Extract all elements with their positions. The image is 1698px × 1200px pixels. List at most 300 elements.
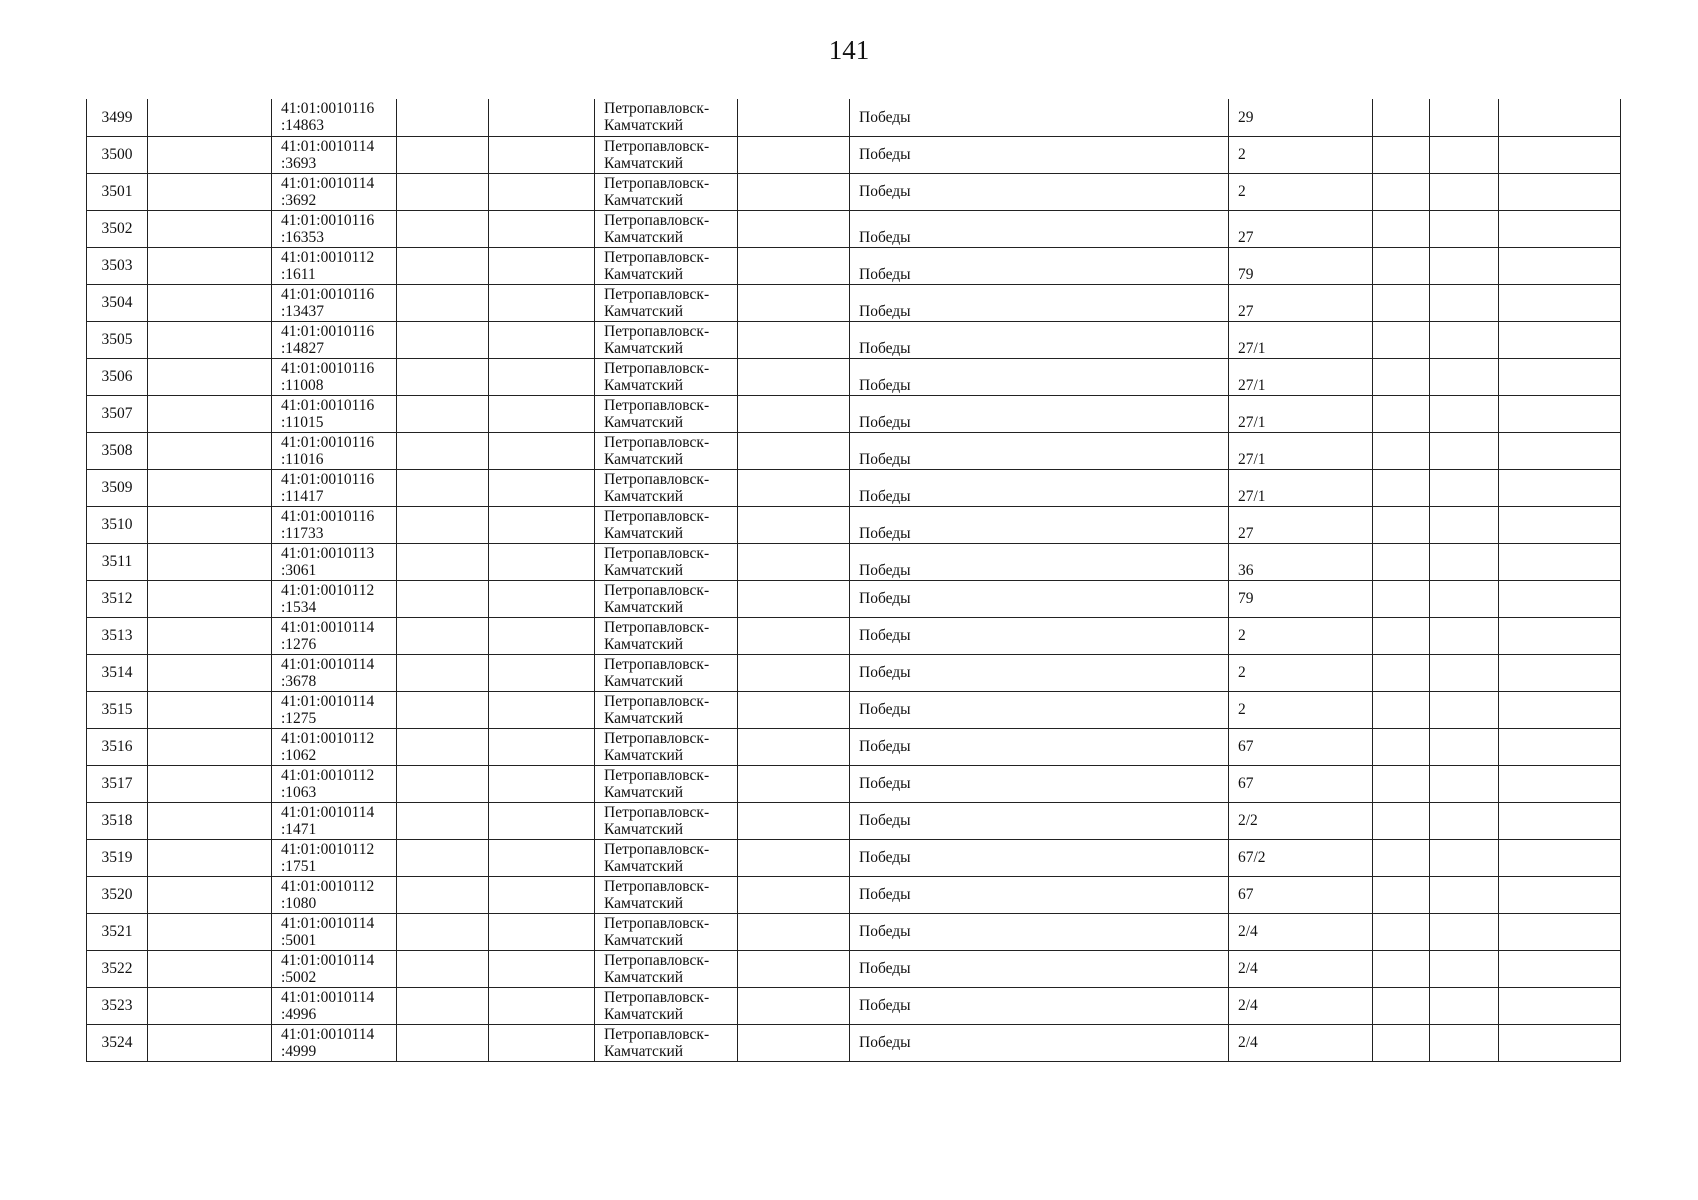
street-name: Победы bbox=[859, 590, 911, 607]
empty-cell bbox=[397, 321, 489, 358]
house-number-cell bbox=[1229, 358, 1373, 395]
empty-cell bbox=[1373, 987, 1430, 1024]
city-line-1: Петропавловск- bbox=[604, 803, 710, 821]
empty-cell bbox=[397, 654, 489, 691]
empty-cell bbox=[1373, 1024, 1430, 1061]
street-name: Победы bbox=[859, 812, 911, 829]
cadastral-number-line-1: 41:01:0010116 bbox=[281, 433, 375, 451]
house-number: 2 bbox=[1238, 701, 1246, 718]
row-number-cell bbox=[87, 247, 148, 284]
city-cell bbox=[595, 802, 738, 839]
empty-cell bbox=[1499, 99, 1621, 136]
empty-cell bbox=[1499, 654, 1621, 691]
empty-cell bbox=[1499, 543, 1621, 580]
empty-cell bbox=[1373, 654, 1430, 691]
row-number-cell bbox=[87, 987, 148, 1024]
empty-cell bbox=[148, 247, 272, 284]
row-number: 3520 bbox=[101, 886, 133, 903]
empty-cell bbox=[1499, 432, 1621, 469]
street-name: Победы bbox=[859, 183, 911, 200]
cadastral-number-line-2: :16353 bbox=[281, 228, 325, 246]
house-number: 2 bbox=[1238, 183, 1246, 200]
empty-cell bbox=[489, 99, 595, 136]
city-cell bbox=[595, 136, 738, 173]
empty-cell bbox=[397, 913, 489, 950]
empty-cell bbox=[1373, 913, 1430, 950]
city-line-1: Петропавловск- bbox=[604, 470, 710, 488]
cadastral-number-line-2: :1062 bbox=[281, 746, 317, 764]
cadastral-number-cell bbox=[272, 802, 397, 839]
cadastral-number-cell bbox=[272, 654, 397, 691]
empty-cell bbox=[397, 1024, 489, 1061]
house-number: 2 bbox=[1238, 627, 1246, 644]
cadastral-number-line-1: 41:01:0010112 bbox=[281, 729, 375, 747]
street-name: Победы bbox=[859, 228, 911, 246]
empty-cell bbox=[148, 469, 272, 506]
table-row bbox=[87, 617, 1621, 654]
empty-cell bbox=[738, 839, 850, 876]
row-number-cell bbox=[87, 469, 148, 506]
empty-cell bbox=[1373, 876, 1430, 913]
row-number-cell bbox=[87, 395, 148, 432]
city-line-2: Камчатский bbox=[604, 672, 684, 690]
cadastral-number-line-1: 41:01:0010114 bbox=[281, 803, 375, 821]
cadastral-number-line-2: :4999 bbox=[281, 1042, 317, 1060]
empty-cell bbox=[397, 691, 489, 728]
row-number-cell bbox=[87, 839, 148, 876]
empty-cell bbox=[148, 432, 272, 469]
empty-cell bbox=[489, 136, 595, 173]
city-line-2: Камчатский bbox=[604, 450, 684, 468]
house-number: 79 bbox=[1238, 265, 1254, 283]
cadastral-number-cell bbox=[272, 284, 397, 321]
empty-cell bbox=[738, 395, 850, 432]
house-number-cell bbox=[1229, 210, 1373, 247]
cadastral-number-line-1: 41:01:0010116 bbox=[281, 359, 375, 377]
table-row bbox=[87, 358, 1621, 395]
empty-cell bbox=[1430, 876, 1499, 913]
street-name: Победы bbox=[859, 265, 911, 283]
empty-cell bbox=[397, 580, 489, 617]
cadastral-number-cell bbox=[272, 395, 397, 432]
empty-cell bbox=[397, 210, 489, 247]
city-cell bbox=[595, 469, 738, 506]
city-line-2: Камчатский bbox=[604, 487, 684, 505]
table-row bbox=[87, 728, 1621, 765]
empty-cell bbox=[1430, 617, 1499, 654]
house-number-cell bbox=[1229, 580, 1373, 617]
cadastral-number-line-2: :3678 bbox=[281, 672, 317, 690]
empty-cell bbox=[397, 839, 489, 876]
city-line-2: Камчатский bbox=[604, 413, 684, 431]
empty-cell bbox=[489, 358, 595, 395]
city-line-1: Петропавловск- bbox=[604, 211, 710, 229]
house-number: 36 bbox=[1238, 561, 1254, 579]
street-cell bbox=[850, 543, 1229, 580]
house-number: 27/1 bbox=[1238, 339, 1266, 357]
empty-cell bbox=[148, 284, 272, 321]
row-number: 3519 bbox=[101, 849, 133, 866]
empty-cell bbox=[397, 358, 489, 395]
house-number: 67 bbox=[1238, 738, 1254, 755]
empty-cell bbox=[148, 839, 272, 876]
empty-cell bbox=[1499, 691, 1621, 728]
street-cell bbox=[850, 765, 1229, 802]
table-row bbox=[87, 876, 1621, 913]
house-number-cell bbox=[1229, 691, 1373, 728]
empty-cell bbox=[148, 543, 272, 580]
street-cell bbox=[850, 839, 1229, 876]
street-name: Победы bbox=[859, 561, 911, 579]
street-cell bbox=[850, 284, 1229, 321]
city-cell bbox=[595, 580, 738, 617]
empty-cell bbox=[1499, 136, 1621, 173]
city-line-1: Петропавловск- bbox=[604, 1025, 710, 1043]
row-number-cell bbox=[87, 358, 148, 395]
cadastral-number-line-2: :11417 bbox=[281, 487, 324, 505]
city-line-1: Петропавловск- bbox=[604, 507, 710, 525]
empty-cell bbox=[1499, 395, 1621, 432]
cadastral-number-line-1: 41:01:0010116 bbox=[281, 100, 375, 117]
street-name: Победы bbox=[859, 849, 911, 866]
empty-cell bbox=[489, 802, 595, 839]
city-line-2: Камчатский bbox=[604, 117, 684, 134]
house-number-cell bbox=[1229, 432, 1373, 469]
row-number: 3507 bbox=[101, 405, 133, 422]
row-number-cell bbox=[87, 432, 148, 469]
cadastral-number-cell bbox=[272, 728, 397, 765]
empty-cell bbox=[1430, 580, 1499, 617]
row-number-cell bbox=[87, 876, 148, 913]
empty-cell bbox=[1373, 358, 1430, 395]
table-row bbox=[87, 506, 1621, 543]
city-cell bbox=[595, 617, 738, 654]
empty-cell bbox=[1430, 913, 1499, 950]
city-line-1: Петропавловск- bbox=[604, 988, 710, 1006]
row-number: 3523 bbox=[101, 997, 133, 1014]
row-number-cell bbox=[87, 802, 148, 839]
empty-cell bbox=[148, 580, 272, 617]
empty-cell bbox=[738, 358, 850, 395]
row-number-cell bbox=[87, 617, 148, 654]
cadastral-number-line-1: 41:01:0010114 bbox=[281, 174, 375, 192]
empty-cell bbox=[489, 1024, 595, 1061]
house-number: 67 bbox=[1238, 886, 1254, 903]
cadastral-number-cell bbox=[272, 506, 397, 543]
empty-cell bbox=[489, 876, 595, 913]
city-cell bbox=[595, 99, 738, 136]
empty-cell bbox=[1499, 765, 1621, 802]
empty-cell bbox=[1373, 173, 1430, 210]
city-cell bbox=[595, 950, 738, 987]
empty-cell bbox=[738, 247, 850, 284]
empty-cell bbox=[738, 506, 850, 543]
empty-cell bbox=[1373, 802, 1430, 839]
empty-cell bbox=[1499, 839, 1621, 876]
city-line-1: Петропавловск- bbox=[604, 285, 710, 303]
house-number: 27 bbox=[1238, 524, 1254, 542]
empty-cell bbox=[1430, 432, 1499, 469]
empty-cell bbox=[397, 173, 489, 210]
cadastral-number-line-1: 41:01:0010114 bbox=[281, 618, 375, 636]
street-cell bbox=[850, 506, 1229, 543]
empty-cell bbox=[1430, 691, 1499, 728]
empty-cell bbox=[148, 395, 272, 432]
empty-cell bbox=[148, 506, 272, 543]
cadastral-number-line-1: 41:01:0010114 bbox=[281, 137, 375, 155]
city-line-2: Камчатский bbox=[604, 376, 684, 394]
empty-cell bbox=[738, 543, 850, 580]
cadastral-number-line-1: 41:01:0010112 bbox=[281, 877, 375, 895]
empty-cell bbox=[1430, 247, 1499, 284]
cadastral-number-line-1: 41:01:0010112 bbox=[281, 581, 375, 599]
city-cell bbox=[595, 173, 738, 210]
cadastral-number-line-1: 41:01:0010112 bbox=[281, 248, 375, 266]
cadastral-number-line-2: :1471 bbox=[281, 820, 317, 838]
street-cell bbox=[850, 728, 1229, 765]
row-number-cell bbox=[87, 321, 148, 358]
house-number: 27/1 bbox=[1238, 413, 1266, 431]
empty-cell bbox=[738, 136, 850, 173]
row-number: 3506 bbox=[101, 368, 133, 385]
city-cell bbox=[595, 839, 738, 876]
page-number: 141 bbox=[828, 35, 870, 65]
cadastral-number-line-2: :4996 bbox=[281, 1005, 317, 1023]
empty-cell bbox=[1430, 802, 1499, 839]
row-number-cell bbox=[87, 173, 148, 210]
table-row bbox=[87, 987, 1621, 1024]
city-line-1: Петропавловск- bbox=[604, 359, 710, 377]
empty-cell bbox=[738, 580, 850, 617]
empty-cell bbox=[1430, 395, 1499, 432]
street-name: Победы bbox=[859, 738, 911, 755]
empty-cell bbox=[738, 173, 850, 210]
street-cell bbox=[850, 432, 1229, 469]
row-number-cell bbox=[87, 580, 148, 617]
cadastral-number-line-1: 41:01:0010114 bbox=[281, 692, 375, 710]
empty-cell bbox=[148, 358, 272, 395]
street-cell bbox=[850, 654, 1229, 691]
house-number-cell bbox=[1229, 395, 1373, 432]
empty-cell bbox=[489, 469, 595, 506]
empty-cell bbox=[1430, 950, 1499, 987]
empty-cell bbox=[397, 136, 489, 173]
cadastral-number-line-2: :11008 bbox=[281, 376, 324, 394]
row-number-cell bbox=[87, 765, 148, 802]
city-line-2: Камчатский bbox=[604, 783, 684, 801]
house-number: 67 bbox=[1238, 775, 1254, 792]
empty-cell bbox=[148, 913, 272, 950]
registry-table bbox=[86, 99, 1621, 1062]
empty-cell bbox=[1373, 543, 1430, 580]
empty-cell bbox=[489, 691, 595, 728]
empty-cell bbox=[1430, 321, 1499, 358]
city-line-1: Петропавловск- bbox=[604, 914, 710, 932]
street-cell bbox=[850, 876, 1229, 913]
empty-cell bbox=[489, 839, 595, 876]
table-row bbox=[87, 802, 1621, 839]
city-line-2: Камчатский bbox=[604, 857, 684, 875]
empty-cell bbox=[397, 543, 489, 580]
table-row bbox=[87, 173, 1621, 210]
empty-cell bbox=[489, 247, 595, 284]
empty-cell bbox=[397, 950, 489, 987]
table-row bbox=[87, 284, 1621, 321]
cadastral-number-cell bbox=[272, 543, 397, 580]
street-cell bbox=[850, 247, 1229, 284]
cadastral-number-cell bbox=[272, 950, 397, 987]
empty-cell bbox=[1499, 728, 1621, 765]
cadastral-number-line-2: :1534 bbox=[281, 598, 317, 616]
street-cell bbox=[850, 358, 1229, 395]
table-row bbox=[87, 839, 1621, 876]
row-number: 3521 bbox=[101, 923, 133, 940]
street-name: Победы bbox=[859, 302, 911, 320]
house-number: 2/2 bbox=[1238, 812, 1258, 829]
house-number: 27 bbox=[1238, 228, 1254, 246]
empty-cell bbox=[397, 987, 489, 1024]
row-number: 3514 bbox=[101, 664, 133, 681]
empty-cell bbox=[1373, 765, 1430, 802]
cadastral-number-line-1: 41:01:0010116 bbox=[281, 396, 375, 414]
cadastral-number-line-1: 41:01:0010114 bbox=[281, 1025, 375, 1043]
city-line-2: Камчатский bbox=[604, 191, 684, 209]
empty-cell bbox=[1430, 987, 1499, 1024]
row-number: 3524 bbox=[101, 1034, 133, 1051]
street-name: Победы bbox=[859, 775, 911, 792]
street-name: Победы bbox=[859, 450, 911, 468]
empty-cell bbox=[738, 876, 850, 913]
empty-cell bbox=[1499, 506, 1621, 543]
row-number: 3509 bbox=[101, 479, 133, 496]
street-name: Победы bbox=[859, 108, 911, 126]
house-number: 29 bbox=[1238, 108, 1254, 126]
street-name: Победы bbox=[859, 664, 911, 681]
empty-cell bbox=[148, 654, 272, 691]
cadastral-number-line-2: :11733 bbox=[281, 524, 324, 542]
city-cell bbox=[595, 321, 738, 358]
empty-cell bbox=[148, 321, 272, 358]
empty-cell bbox=[1373, 395, 1430, 432]
empty-cell bbox=[1499, 284, 1621, 321]
empty-cell bbox=[738, 913, 850, 950]
row-number: 3499 bbox=[101, 108, 133, 126]
row-number-cell bbox=[87, 543, 148, 580]
cadastral-number-line-2: :11015 bbox=[281, 413, 324, 431]
empty-cell bbox=[1499, 580, 1621, 617]
house-number-cell bbox=[1229, 987, 1373, 1024]
empty-cell bbox=[1499, 210, 1621, 247]
empty-cell bbox=[738, 99, 850, 136]
city-line-1: Петропавловск- bbox=[604, 137, 710, 155]
city-line-2: Камчатский bbox=[604, 709, 684, 727]
street-name: Победы bbox=[859, 701, 911, 718]
city-line-1: Петропавловск- bbox=[604, 729, 710, 747]
street-name: Победы bbox=[859, 997, 911, 1014]
house-number-cell bbox=[1229, 839, 1373, 876]
cadastral-number-line-2: :1611 bbox=[281, 265, 316, 283]
house-number: 2/4 bbox=[1238, 997, 1258, 1014]
cadastral-number-cell bbox=[272, 876, 397, 913]
empty-cell bbox=[397, 765, 489, 802]
house-number-cell bbox=[1229, 136, 1373, 173]
table-row bbox=[87, 99, 1621, 136]
empty-cell bbox=[1373, 284, 1430, 321]
city-cell bbox=[595, 506, 738, 543]
row-number: 3508 bbox=[101, 442, 133, 459]
city-line-2: Камчатский bbox=[604, 1005, 684, 1023]
table-row bbox=[87, 321, 1621, 358]
row-number: 3500 bbox=[101, 146, 133, 163]
street-cell bbox=[850, 617, 1229, 654]
cadastral-number-line-1: 41:01:0010114 bbox=[281, 988, 375, 1006]
empty-cell bbox=[738, 210, 850, 247]
street-cell bbox=[850, 580, 1229, 617]
cadastral-number-line-2: :1080 bbox=[281, 894, 317, 912]
city-line-2: Камчатский bbox=[604, 154, 684, 172]
table-row bbox=[87, 950, 1621, 987]
row-number-cell bbox=[87, 1024, 148, 1061]
row-number-cell bbox=[87, 654, 148, 691]
city-line-2: Камчатский bbox=[604, 894, 684, 912]
house-number: 2 bbox=[1238, 664, 1246, 681]
empty-cell bbox=[148, 99, 272, 136]
house-number-cell bbox=[1229, 1024, 1373, 1061]
city-line-2: Камчатский bbox=[604, 968, 684, 986]
cadastral-number-line-2: :1276 bbox=[281, 635, 317, 653]
cadastral-number-cell bbox=[272, 987, 397, 1024]
table-row bbox=[87, 913, 1621, 950]
street-cell bbox=[850, 987, 1229, 1024]
cadastral-number-line-2: :5001 bbox=[281, 931, 317, 949]
empty-cell bbox=[1373, 691, 1430, 728]
cadastral-number-cell bbox=[272, 321, 397, 358]
city-cell bbox=[595, 432, 738, 469]
city-line-2: Камчатский bbox=[604, 598, 684, 616]
city-line-1: Петропавловск- bbox=[604, 655, 710, 673]
row-number: 3516 bbox=[101, 738, 133, 755]
empty-cell bbox=[738, 1024, 850, 1061]
empty-cell bbox=[1499, 321, 1621, 358]
empty-cell bbox=[1430, 136, 1499, 173]
street-cell bbox=[850, 691, 1229, 728]
row-number: 3511 bbox=[101, 553, 133, 570]
city-line-1: Петропавловск- bbox=[604, 433, 710, 451]
house-number: 27/1 bbox=[1238, 487, 1266, 505]
empty-cell bbox=[489, 765, 595, 802]
cadastral-number-cell bbox=[272, 1024, 397, 1061]
row-number-cell bbox=[87, 284, 148, 321]
empty-cell bbox=[397, 728, 489, 765]
cadastral-number-line-1: 41:01:0010116 bbox=[281, 211, 375, 229]
empty-cell bbox=[397, 876, 489, 913]
city-line-1: Петропавловск- bbox=[604, 100, 710, 117]
house-number: 79 bbox=[1238, 590, 1254, 607]
city-line-2: Камчатский bbox=[604, 561, 684, 579]
house-number-cell bbox=[1229, 284, 1373, 321]
empty-cell bbox=[1373, 99, 1430, 136]
empty-cell bbox=[1430, 1024, 1499, 1061]
empty-cell bbox=[738, 987, 850, 1024]
house-number-cell bbox=[1229, 506, 1373, 543]
table-row bbox=[87, 136, 1621, 173]
empty-cell bbox=[738, 432, 850, 469]
row-number-cell bbox=[87, 506, 148, 543]
cadastral-number-line-2: :14863 bbox=[281, 117, 325, 134]
city-line-2: Камчатский bbox=[604, 302, 684, 320]
empty-cell bbox=[1499, 876, 1621, 913]
row-number-cell bbox=[87, 913, 148, 950]
